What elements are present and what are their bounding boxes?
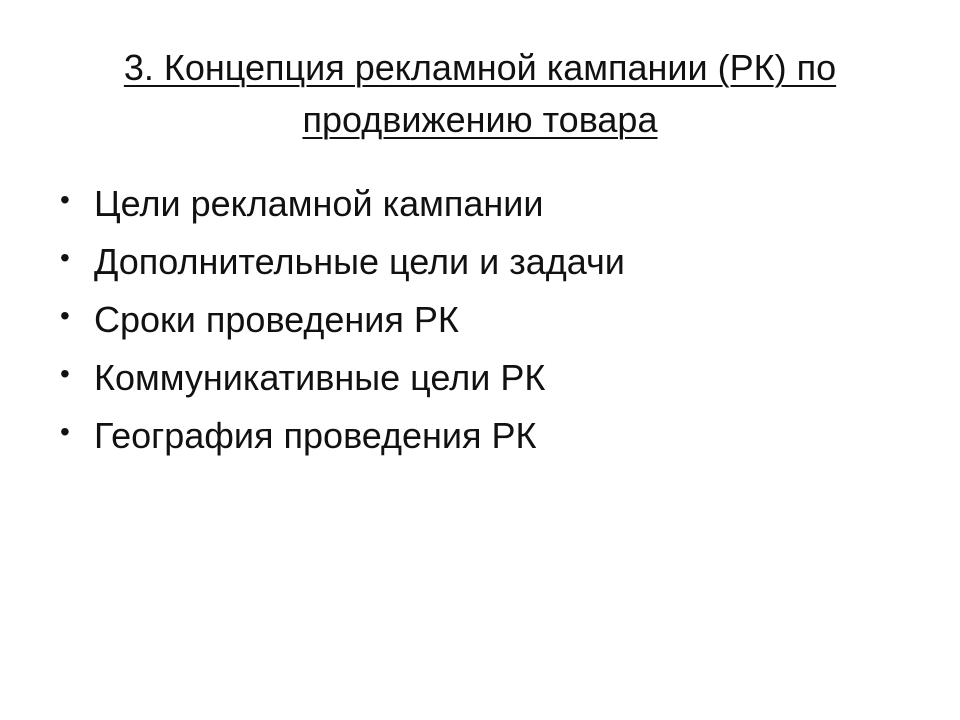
list-item-text: Сроки проведения РК — [94, 299, 459, 340]
bullet-icon: • — [60, 300, 70, 331]
bullet-icon: • — [60, 416, 70, 447]
list-item — [60, 233, 625, 291]
bullet-list — [60, 175, 625, 465]
list-item-text: Цели рекламной кампании — [94, 183, 544, 224]
bullet-icon: • — [60, 242, 70, 273]
list-item — [60, 349, 625, 407]
bullet-icon: • — [60, 184, 70, 215]
list-item-text: Коммуникативные цели РК — [94, 357, 546, 398]
list-item — [60, 175, 625, 233]
list-item — [60, 291, 625, 349]
bullet-icon: • — [60, 358, 70, 389]
list-item — [60, 407, 625, 465]
slide-title-line-2: продвижению товара — [302, 99, 658, 140]
list-item-text: Дополнительные цели и задачи — [94, 241, 625, 282]
list-item-text: География проведения РК — [94, 415, 537, 456]
slide-title — [40, 42, 920, 146]
slide-title-line-1: 3. Концепция рекламной кампании (РК) по — [123, 47, 837, 88]
